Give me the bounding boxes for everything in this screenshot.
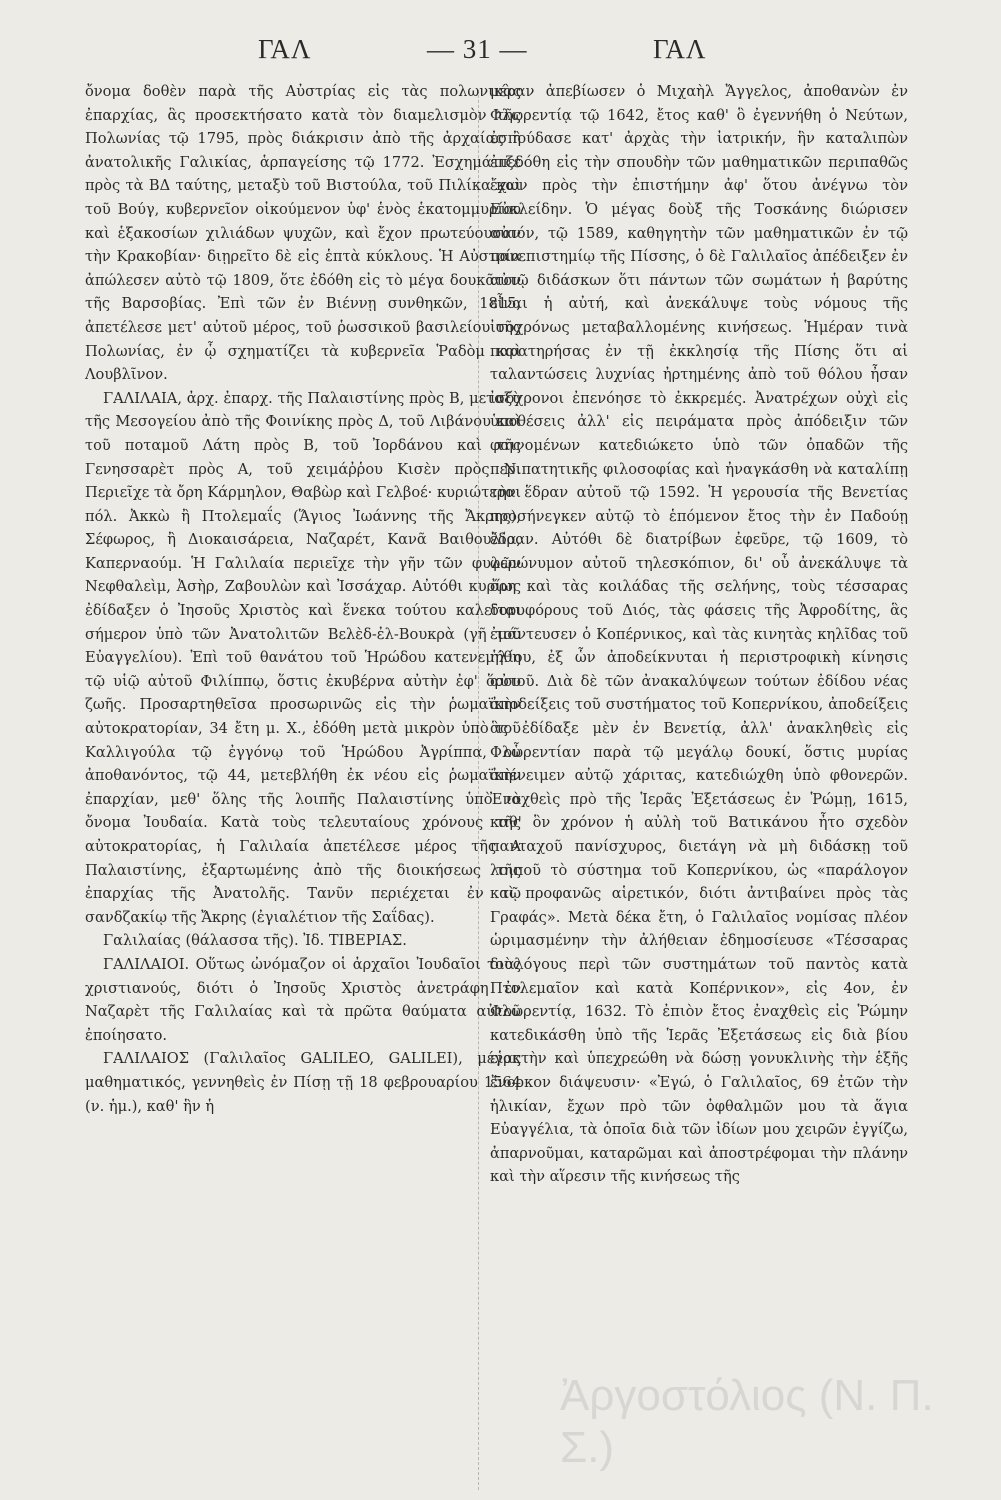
- right-column: [490, 80, 908, 1189]
- page-header: [0, 34, 1001, 74]
- library-watermark: Ἀργοστόλιος (Ν. Π. Σ.): [560, 1371, 934, 1472]
- left-column: [85, 80, 521, 1118]
- entry-galilaioi: ΓΑΛΙΛΑΙΟΙ. Οὕτως ὠνόμαζον οἱ ἀρχαῖοι Ἰουδαῖοι τοὺς χριστιανούς, διότι ὁ Ἰησοῦς Χριστὸς ἀνετράφη ἐν Ναζαρὲτ τῆς Γαλιλαίας καὶ τὰ πρῶτα θαύματα αὐτοῦ ἐποίησατο.: [85, 955, 521, 1044]
- entry-galilaias-thalassa: Γαλιλαίας (θάλασσα τῆς). Ἰδ. ΤΙΒΕΡΙΑΣ.: [103, 932, 407, 950]
- entry-galilaios: ΓΑΛΙΛΑΙΟΣ (Γαλιλαῖος GALILEO, GALILEI), μέγας μαθηματικός, γεννηθεὶς ἐν Πίσῃ τῇ 18 φεβρουαρίου 1564 (ν. ἡμ.), καθ' ἣν ἡ: [85, 1050, 521, 1115]
- entry-galicia-continued: ὄνομα δοθὲν παρὰ τῆς Αὐστρίας εἰς τὰς πολωνικὰς ἐπαρχίας, ἃς προσεκτήσατο κατὰ τὸν διαμελισμὸν τῆς Πολωνίας τῷ 1795, πρὸς διάκρισιν ἀπὸ τῆς ἀρχαίας ἢ ἀνατολικῆς Γαλικίας, ἁρπαγείσης τῷ 1772. Ἐσχημάτιζε πρὸς τὰ ΒΔ ταύτης, μεταξὺ τοῦ Βιστούλα, τοῦ Πιλίκα καὶ τοῦ Βούγ, κυβερνεῖον οἰκούμενον ὑφ' ἑνὸς ἑκατομμυρίου καὶ ἑξακοσίων χιλιάδων ψυχῶν, καὶ ἔχον πρωτεύουσαν τὴν Κρακοβίαν· διῃρεῖτο δὲ εἰς ἑπτὰ κύκλους. Ἡ Αὐστρία ἀπώλεσεν αὐτὸ τῷ 1809, ὅτε ἐδόθη εἰς τὸ μέγα δουκᾶτον τῆς Βαρσοβίας. Ἐπὶ τῶν ἐν Βιέννῃ συνθηκῶν, 1815, ἀπετέλεσε μετ' αὐτοῦ μέρος, τοῦ ῥωσσικοῦ βασιλείου τῆς Πολωνίας, ἐν ᾧ σχηματίζει τὰ κυβερνεῖα Ῥαδὸμ καὶ Λουβλῖνον.: [85, 83, 521, 384]
- entry-galilaia: ΓΑΛΙΛΑΙΑ, ἀρχ. ἐπαρχ. τῆς Παλαιστίνης πρὸς Β, μεταξὺ τῆς Μεσογείου ἀπὸ τῆς Φοινίκης πρὸς Δ, τοῦ Λιβάνου καὶ τοῦ ποταμοῦ Λάτη πρὸς Β, τοῦ Ἰορδάνου καὶ τῆς Γενησσαρὲτ πρὸς Α, τοῦ χειμάῤῥου Κισὲν πρὸς Ν. Περιεῖχε τὰ ὄρη Κάρμηλον, Θαβὼρ καὶ Γελβοέ· κυριώτεραι πόλ. Ἀκκὼ ἢ Πτολεμαΐς (Ἅγιος Ἰωάννης τῆς Ἄκρης), Σέφωρος, ἢ Διοκαισάρεια, Ναζαρέτ, Κανᾶ Βαιθουλία, Καπερναούμ. Ἡ Γαλιλαία περιεῖχε τὴν γῆν τῶν φυλῶν Νεφθαλεὶμ, Ἀσὴρ, Ζαβουλὼν καὶ Ἰσσάχαρ. Αὐτόθι κυρίως ἐδίδαξεν ὁ Ἰησοῦς Χριστὸς καὶ ἕνεκα τούτου καλεῖται σήμερον ὑπὸ τῶν Ἀνατολιτῶν Βελὲδ-ἐλ-Βουκρὰ (γῆ τοῦ Εὐαγγελίου). Ἐπὶ τοῦ θανάτου τοῦ Ἡρώδου κατενεμήθη τῷ υἱῷ αὐτοῦ Φιλίππῳ, ὅστις ἐκυβέρνα αὐτὴν ἐφ' ὅρου ζωῆς. Προσαρτηθεῖσα προσωρινῶς εἰς τὴν ῥωμαϊκὴν αὐτοκρατορίαν, 34 ἔτη μ. Χ., ἐδόθη μετὰ μικρὸν ὑπὸ τοῦ Καλλιγούλα τῷ ἐγγόνῳ τοῦ Ἡρώδου Ἀγρίππα, οὗ ἀποθανόντος, τῷ 44, μετεβλήθη ἐκ νέου εἰς ῥωμαϊκὴν ἐπαρχίαν, μεθ' ὅλης τῆς λοιπῆς Παλαιστίνης ὑπὸ τὸ ὄνομα Ἰουδαία. Κατὰ τοὺς τελευταίους χρόνους τῆς αὐτοκρατορίας, ἡ Γαλιλαία ἀπετέλεσε μέρος τῆς Α Παλαιστίνης, ἐξαρτωμένης ἀπὸ τῆς διοικήσεως τῆς ἐπαρχίας τῆς Ἀνατολῆς. Τανῦν περιέχεται ἐν τῷ σανδζακίῳ τῆς Ἄκρης (ἐγιαλέτιον τῆς Σαΐδας).: [85, 389, 521, 926]
- entry-galilaios-continued: μέραν ἀπεβίωσεν ὁ Μιχαὴλ Ἄγγελος, ἀποθανὼν ἐν Φλωρεντίᾳ τῷ 1642, ἔτος καθ' ὃ ἐγεννήθη ὁ Νεύτων, ἐσπούδασε κατ' ἀρχὰς τὴν ἰατρικήν, ἣν καταλιπὼν ἐπεδόθη εἰς τὴν σπουδὴν τῶν μαθηματικῶν περιπαθῶς ἔχων πρὸς τὴν ἐπιστήμην ἀφ' ὅτου ἀνέγνω τὸν Εὐκλείδην. Ὁ μέγας δοὺξ τῆς Τοσκάνης διώρισεν αὐτόν, τῷ 1589, καθηγητὴν τῶν μαθηματικῶν ἐν τῷ πανεπιστημίῳ τῆς Πίσσης, ὁ δὲ Γαλιλαῖος ἀπέδειξεν ἐν αὐτῷ διδάσκων ὅτι πάντων τῶν σωμάτων ἡ βαρύτης εἶναι ἡ αὐτή, καὶ ἀνεκάλυψε τοὺς νόμους τῆς ἰσοχρόνως μεταβαλλομένης κινήσεως. Ἡμέραν τινὰ παρατηρήσας ἐν τῇ ἐκκλησίᾳ τῆς Πίσης ὅτι αἱ ταλαντώσεις λυχνίας ἠρτημένης ἀπὸ τοῦ θόλου ἦσαν ἰσόχρονοι ἐπενόησε τὸ ἐκκρεμές. Ἀνατρέχων οὐχὶ εἰς ὑποθέσεις ἀλλ' εἰς πειράματα πρὸς ἀπόδειξιν τῶν φαινομένων κατεδιώκετο ὑπὸ τῶν ὀπαδῶν τῆς περιπατητικῆς φιλοσοφίας καὶ ἠναγκάσθη νὰ καταλίπῃ τὴν ἕδραν αὐτοῦ τῷ 1592. Ἡ γερουσία τῆς Βενετίας προσήνεγκεν αὐτῷ τὸ ἑπόμενον ἔτος τὴν ἐν Παδούῃ ἕδραν. Αὐτόθι δὲ διατρίβων ἐφεῦρε, τῷ 1609, τὸ φερώνυμον αὐτοῦ τηλεσκόπιον, δι' οὗ ἀνεκάλυψε τὰ ὄρη καὶ τὰς κοιλάδας τῆς σελήνης, τοὺς τέσσαρας δορυφόρους τοῦ Διός, τὰς φάσεις τῆς Ἀφροδίτης, ἃς ἐμάντευσεν ὁ Κοπέρνικος, καὶ τὰς κινητὰς κηλῖδας τοῦ ἡλίου, ἐξ ὧν ἀποδείκνυται ἡ περιστροφικὴ κίνησις αὐτοῦ. Διὰ δὲ τῶν ἀνακαλύψεων τούτων ἐδίδου νέας ἀποδείξεις τοῦ συστήματος τοῦ Κοπερνίκου, ἀποδείξεις ἃς ἐδίδαξε μὲν ἐν Βενετίᾳ, ἀλλ' ἀνακληθεὶς εἰς Φλωρεντίαν παρὰ τῷ μεγάλῳ δουκί, ὅστις μυρίας ἀπένειμεν αὐτῷ χάριτας, κατεδιώχθη ὑπὸ φθονερῶν. Ἐναχθεὶς πρὸ τῆς Ἱερᾶς Ἐξετάσεως ἐν Ῥώμῃ, 1615, καθ' ὃν χρόνον ἡ αὐλὴ τοῦ Βατικάνου ἦτο σχεδὸν πανταχοῦ πανίσχυρος, διετάγη νὰ μὴ διδάσκῃ τοῦ λοιποῦ τὸ σύστημα τοῦ Κοπερνίκου, ὡς «παράλογον καὶ προφανῶς αἱρετικόν, διότι ἀντιβαίνει πρὸς τὰς Γραφάς». Μετὰ δέκα ἔτη, ὁ Γαλιλαῖος νομίσας πλέον ὡριμασμένην τὴν ἀλήθειαν ἐδημοσίευσε «Τέσσαρας διαλόγους περὶ τῶν συστημάτων τοῦ παντὸς κατὰ Πτολεμαῖον καὶ κατὰ Κοπέρνικον», εἰς 4ον, ἐν Φλωρεντίᾳ, 1632. Τὸ ἐπιὸν ἔτος ἐναχθεὶς εἰς Ῥώμην κατεδικάσθη ὑπὸ τῆς Ἱερᾶς Ἐξετάσεως εἰς διὰ βίου εἱρκτὴν καὶ ὑπεχρεώθη νὰ δώσῃ γονυκλινὴς τὴν ἑξῆς ἔνορκον διάψευσιν· «Ἐγώ, ὁ Γαλιλαῖος, 69 ἐτῶν τὴν ἡλικίαν, ἔχων πρὸ τῶν ὀφθαλμῶν μου τὰ ἅγια Εὐαγγέλια, τὰ ὁποῖα διὰ τῶν ἰδίων μου χειρῶν ἐγγίζω, ἀπαρνοῦμαι, καταρῶμαι καὶ ἀποστρέφομαι τὴν πλάνην καὶ τὴν αἵρεσιν τῆς κινήσεως τῆς: [490, 83, 908, 1186]
- header-right-keyword: ΓΑΛ: [653, 34, 707, 64]
- header-left-keyword: ΓΑΛ: [258, 34, 312, 64]
- page-number: — 31 —: [427, 34, 528, 64]
